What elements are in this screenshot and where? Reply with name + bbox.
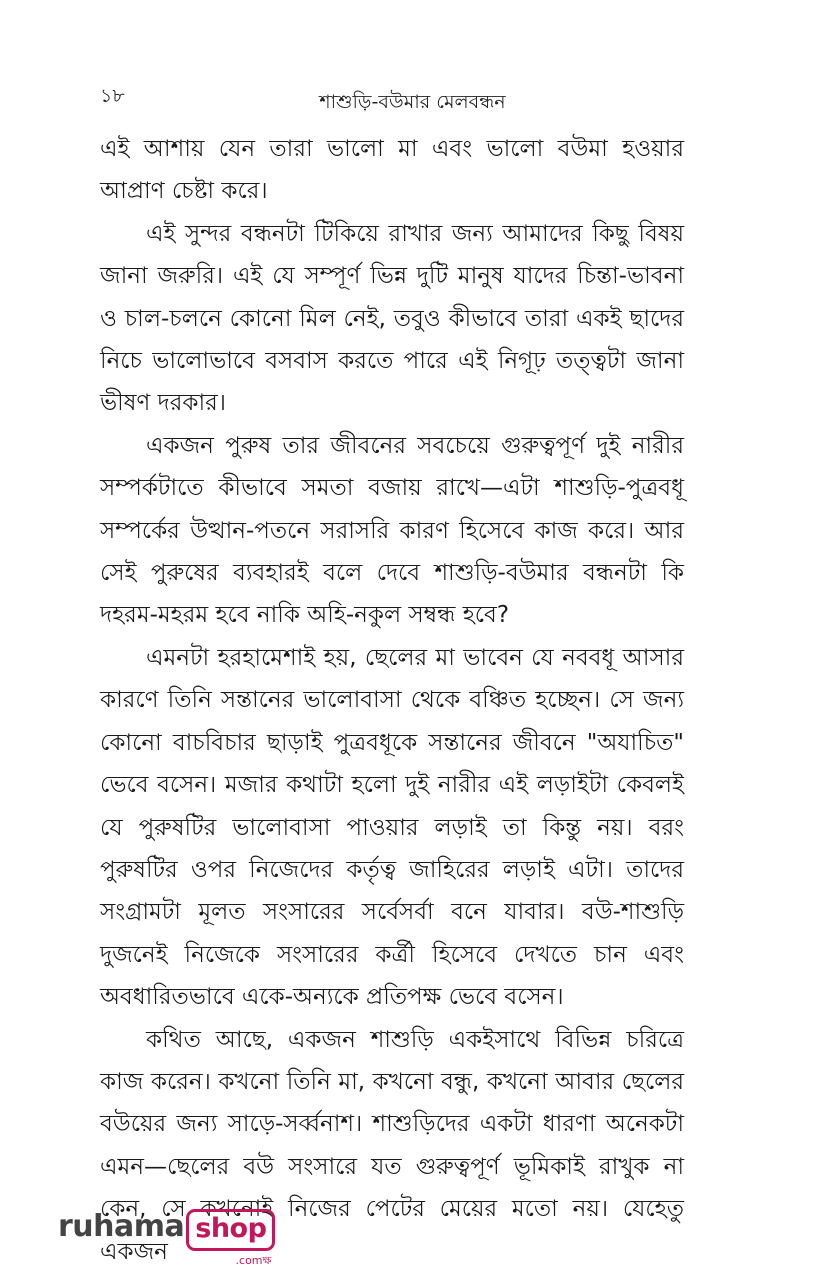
running-header: শাশুড়ি-বউমার মেলবন্ধন — [319, 91, 506, 113]
logo-shop-group — [184, 1208, 275, 1271]
page-number: ১৮ — [100, 85, 125, 107]
ruhamashop-logo — [58, 1208, 275, 1267]
paragraph: একজন পুরুষ তার জীবনের সবচেয়ে গুরুত্বপূর্ণ দুই নারীর সম্পর্কটাতে কীভাবে সমতা বজায় রাখে—এটা শাশুড়ি-পুত্রবধূ সম্পর্কের উত্থান-পতনে সরাসরি কারণ হিসেবে কাজ করে। আর সেই পুরুষের ব্যবহারই বলে দেবে শাশুড়ি-বউমার বন্ধনটা কি দহরম-মহরম হবে নাকি অহি-নকুল সম্বন্ধ হবে? — [100, 432, 684, 629]
logo-word: ruhama — [58, 1209, 185, 1244]
logo-domain: .comক্ষ — [235, 1254, 272, 1267]
paragraph: এই আশায় যেন তারা ভালো মা এবং ভালো বউমা হওয়ার আপ্রাণ চেষ্টা করে। — [100, 136, 684, 205]
paragraph: কথিত আছে, একজন শাশুড়ি একইসাথে বিভিন্ন চরিত্রে কাজ করেন। কখনো তিনি মা, কখনো বন্ধু, কখনো আবার ছেলের বউয়ের জন্য সাড়ে-সর্ব্বনাশ। শাশুড়িদের একটা ধারণা অনেকটা এমন—ছেলের বউ সংসারে যত গুরুত্বপূর্ণ ভূমিকাই রাখুক না কেন, সে কখনোই নিজের পেটের মেয়ের মতো নয়। যেহেতু একজন — [100, 1026, 684, 1265]
body-text — [100, 128, 684, 1273]
paragraph: এই সুন্দর বন্ধনটা টিকিয়ে রাখার জন্য আমাদের কিছু বিষয় জানা জরুরি। এই যে সম্পূর্ণ ভিন্ন দুটি মানুষ যাদের চিন্তা-ভাবনা ও চাল-চলনে কোনো মিল নেই, তবুও কীভাবে তারা একই ছাদের নিচে ভালোভাবে বসবাস করতে পারে এই নিগূঢ় তত্ত্বটা জানা ভীষণ দরকার। — [100, 220, 684, 417]
logo-shop-badge: shop — [186, 1209, 275, 1251]
paragraph: এমনটা হরহামেশাই হয়, ছেলের মা ভাবেন যে নববধূ আসার কারণে তিনি সন্তানের ভালোবাসা থেকে বঞ্চিত হচ্ছেন। সে জন্য কোনো বাচবিচার ছাড়াই পুত্রবধূকে সন্তানের জীবনে "অযাচিত" ভেবে বসেন। মজার কথাটা হলো দুই নারীর এই লড়াইটা কেবলই যে পুরুষটির ভালোবাসা পাওয়ার লড়াই তা কিন্তু নয়। বরং পুরুষটির ওপর নিজেদের কর্তৃত্ব জাহিরের লড়াই এটা। তাদের সংগ্রামটা মূলত সংসারের সর্বেসর্বা বনে যাবার। বউ-শাশুড়ি দুজনেই নিজেকে সংসারের কর্ত্রী হিসেবে দেখতে চান এবং অবধারিতভাবে একে-অন্যকে প্রতিপক্ষ ভেবে বসেন। — [100, 644, 684, 1011]
